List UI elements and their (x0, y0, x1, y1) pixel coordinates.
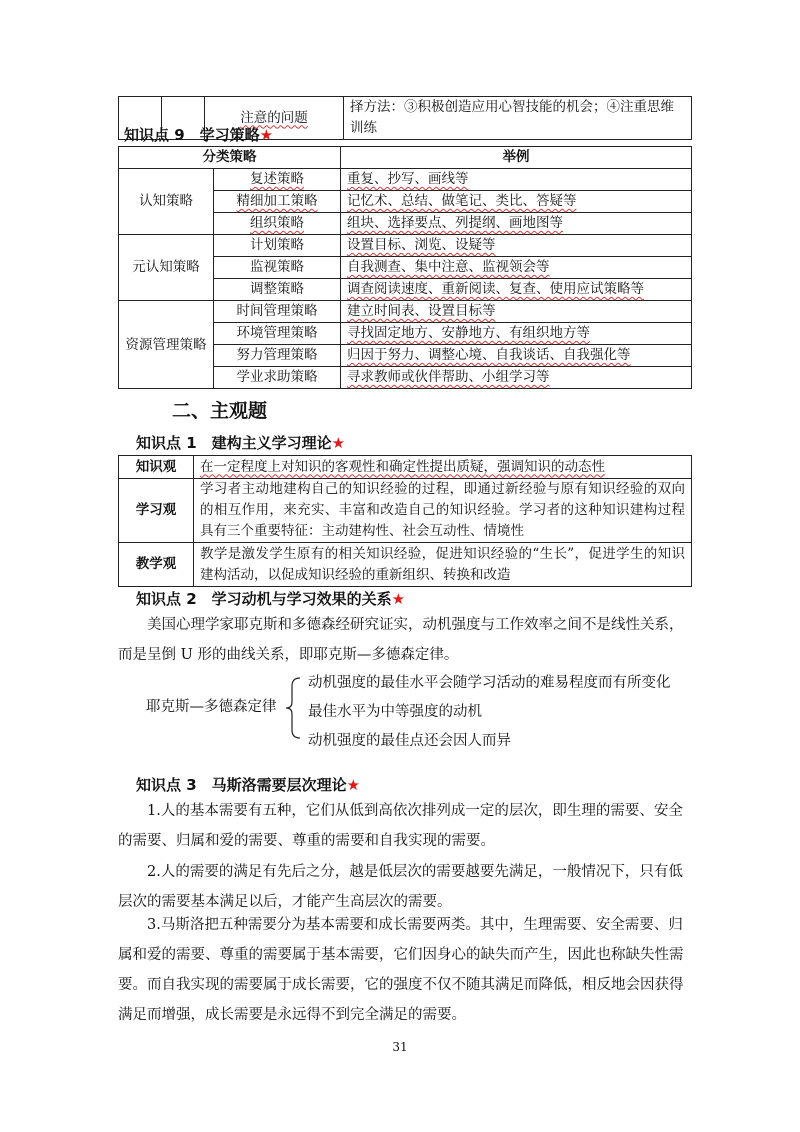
strategy-example: 设置目标、浏览、设疑等 (341, 235, 692, 257)
kp9-heading: 知识点 9 学习策略★ (124, 126, 274, 144)
row-label: 教学观 (119, 543, 194, 587)
law-point: 最佳水平为中等强度的动机 (308, 704, 482, 720)
strategy-name: 精细加工策略 (214, 191, 341, 213)
header-category: 分类策略 (119, 147, 341, 169)
strategy-name: 环境管理策略 (214, 323, 341, 345)
constructivism-table (118, 455, 692, 587)
law-name: 耶克斯—多德森定律 (146, 699, 277, 715)
strategy-name: 计划策略 (214, 235, 341, 257)
group-name: 元认知策略 (119, 235, 214, 301)
group-name: 认知策略 (119, 169, 214, 235)
kp3-heading: 知识点 3 马斯洛需要层次理论★ (136, 776, 361, 794)
star-icon: ★ (346, 776, 361, 794)
strategy-example: 自我测查、集中注意、监视领会等 (341, 257, 692, 279)
kp3-paragraph-3: 3.马斯洛把五种需要分为基本需要和成长需要两类。其中，生理需要、安全需要、归属和爱的需要、尊重的需要属于基本需要，它们因身心的缺失而产生，因此也称缺失性需要。而自我实现的需要属于成长需要，它的强度不仅不随其满足而降低，相反地会因获得满足而增强，成长需要是永远得不到完全满足的需要。 (118, 917, 684, 1023)
strategy-name: 学业求助策略 (214, 367, 341, 389)
strategy-example: 寻求教师或伙伴帮助、小组学习等 (341, 367, 692, 389)
kp2-heading: 知识点 2 学习动机与学习效果的关系★ (136, 590, 406, 608)
page-number: 31 (392, 1040, 408, 1054)
law-point: 动机强度的最佳点还会因人而异 (308, 733, 511, 749)
strategy-example: 组块、选择要点、列提纲、画地图等 (341, 213, 692, 235)
kp3-paragraph-2: 2.人的需要的满足有先后之分，越是低层次的需要越要先满足，一般情况下，只有低层次的需要基本满足以后，才能产生高层次的需要。 (118, 864, 683, 910)
strategy-name: 监视策略 (214, 257, 341, 279)
strategy-example: 寻找固定地方、安静地方、有组织地方等 (341, 323, 692, 345)
strategy-example: 归因于努力、调整心境、自我谈话、自我强化等 (341, 345, 692, 367)
strategy-example: 调查阅读速度、重新阅读、复查、使用应试策略等 (341, 279, 692, 301)
top-label-cell: 注意的问题 (205, 97, 344, 140)
kp1-heading: 知识点 1 建构主义学习理论★ (136, 434, 346, 452)
row-text: 在一定程度上对知识的客观性和确定性提出质疑，强调知识的动态性 (194, 456, 692, 479)
strategy-example: 建立时间表、设置目标等 (341, 301, 692, 323)
row-label: 知识观 (119, 456, 194, 479)
kp2-intro: 美国心理学家耶克斯和多德森经研究证实，动机强度与工作效率之间不是线性关系，而是呈倒 U 形的曲线关系，即耶克斯—多德森定律。 (118, 617, 684, 663)
strategy-name: 时间管理策略 (214, 301, 341, 323)
law-point: 动机强度的最佳水平会随学习活动的难易程度而有所变化 (308, 675, 671, 691)
top-content-cell: 择方法：③积极创造应用心智技能的机会；④注重思维训练 (344, 97, 692, 140)
strategy-name: 复述策略 (214, 169, 341, 191)
strategy-name: 努力管理策略 (214, 345, 341, 367)
group-name: 资源管理策略 (119, 301, 214, 389)
row-text: 学习者主动地建构自己的知识经验的过程，即通过新经验与原有知识经验的双向的相互作用，来充实、丰富和改造自己的知识经验。学习者的这种知识建构过程具有三个重要特征：主动建构性、社会互动性、情境性 (194, 479, 692, 543)
kp3-paragraph-1: 1.人的基本需要有五种，它们从低到高依次排列成一定的层次，即生理的需要、安全的需要、归属和爱的需要、尊重的需要和自我实现的需要。 (118, 803, 683, 849)
section-title: 二、主观题 (172, 400, 268, 422)
strategy-example: 记忆术、总结、做笔记、类比、答疑等 (341, 191, 692, 213)
strategy-name: 组织策略 (214, 213, 341, 235)
row-text: 教学是激发学生原有的相关知识经验，促进知识经验的“生长”，促进学生的知识建构活动，以促成知识经验的重新组织、转换和改造 (194, 543, 692, 587)
strategy-name: 调整策略 (214, 279, 341, 301)
header-example: 举例 (341, 147, 692, 169)
learning-strategy-table (118, 146, 692, 389)
row-label: 学习观 (119, 479, 194, 543)
star-icon: ★ (259, 126, 274, 144)
strategy-example: 重复、抄写、画线等 (341, 169, 692, 191)
star-icon: ★ (391, 590, 406, 608)
brace-icon (284, 676, 304, 740)
star-icon: ★ (331, 434, 346, 452)
